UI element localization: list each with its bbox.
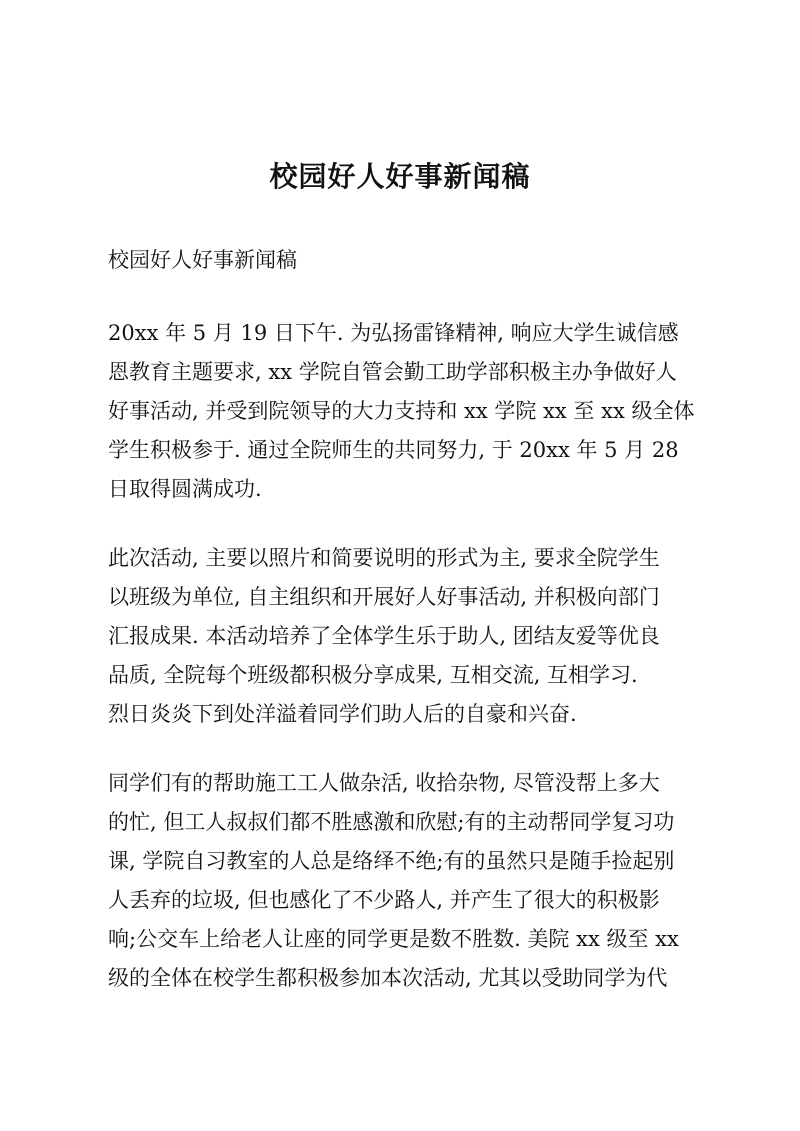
paragraph-line: 人丢弃的垃圾, 但也感化了不少路人, 并产生了很大的积极影 [108, 888, 660, 912]
paragraph-line: 好事活动, 并受到院领导的大力支持和 xx 学院 xx 至 xx 级全体 [108, 399, 695, 423]
paragraph-line: 学生积极参于. 通过全院师生的共同努力, 于 20xx 年 5 月 28 [108, 438, 679, 462]
paragraph-line: 恩教育主题要求, xx 学院自管会勤工助学部积极主办争做好人 [108, 360, 677, 384]
paragraph-line: 课, 学院自习教室的人总是络绎不绝;有的虽然只是随手捡起别 [108, 849, 675, 873]
paragraph-line: 烈日炎炎下到处洋溢着同学们助人后的自豪和兴奋. [108, 702, 577, 726]
paragraph-3 [108, 764, 702, 998]
paragraph-2 [108, 539, 702, 734]
paragraph-line: 汇报成果. 本活动培养了全体学生乐于助人, 团结友爱等优良 [108, 624, 660, 648]
paragraph-line: 以班级为单位, 自主组织和开展好人好事活动, 并积极向部门 [108, 585, 660, 609]
paragraph-line: 同学们有的帮助施工工人做杂活, 收拾杂物, 尽管没帮上多大 [108, 771, 660, 795]
paragraph-line: 级的全体在校学生都积极参加本次活动, 尤其以受助同学为代 [108, 966, 668, 990]
document-subtitle: 校园好人好事新闻稿 [108, 248, 297, 272]
paragraph-line: 此次活动, 主要以照片和简要说明的形式为主, 要求全院学生 [108, 546, 660, 570]
paragraph-1 [108, 314, 702, 509]
paragraph-line: 的忙, 但工人叔叔们都不胜感激和欣慰;有的主动帮同学复习功 [108, 810, 675, 834]
paragraph-line: 日取得圆满成功. [108, 477, 262, 501]
paragraph-line: 响;公交车上给老人让座的同学更是数不胜数. 美院 xx 级至 xx [108, 927, 679, 951]
paragraph-line: 品质, 全院每个班级都积极分享成果, 互相交流, 互相学习. [108, 663, 638, 687]
document-title: 校园好人好事新闻稿 [269, 160, 531, 193]
paragraph-line: 20xx 年 5 月 19 日下午. 为弘扬雷锋精神, 响应大学生诚信感 [108, 321, 679, 345]
